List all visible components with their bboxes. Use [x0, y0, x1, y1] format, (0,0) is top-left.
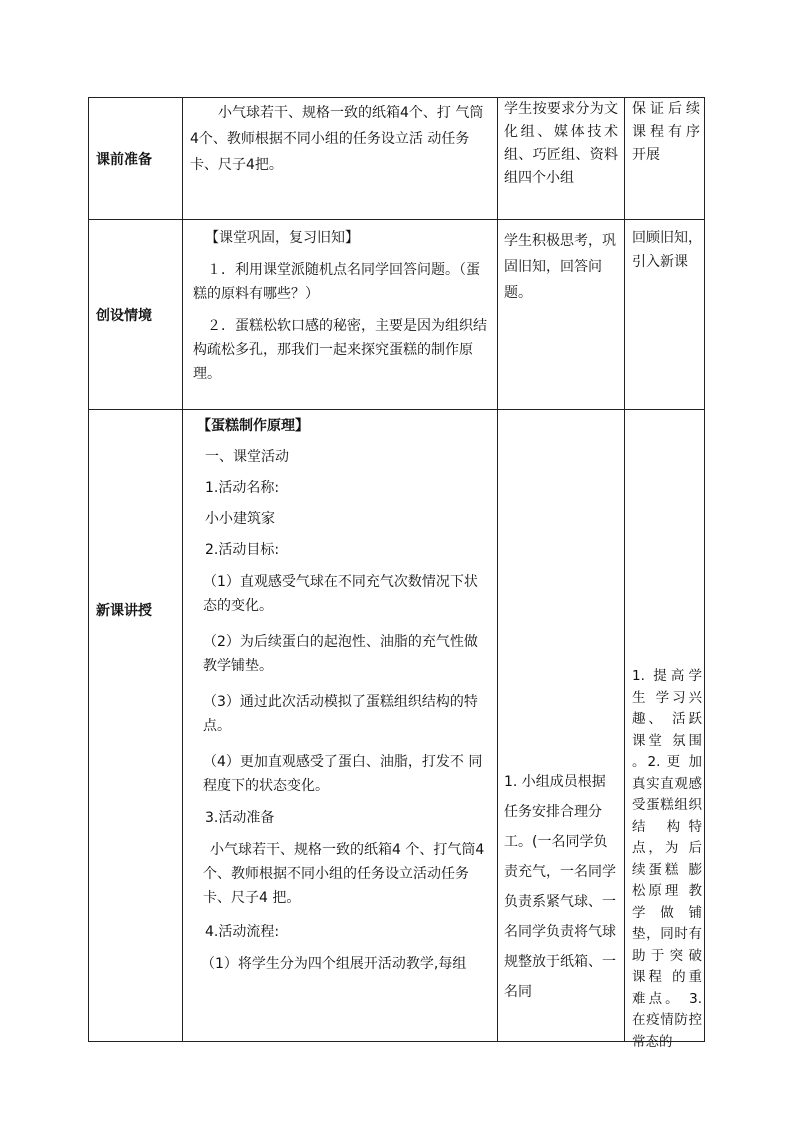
scenario-student-activity: 学生积极思考，巩固旧知，回答问题。 [504, 233, 616, 301]
scenario-content [193, 226, 491, 386]
scenario-item-1: １．利用课堂派随机点名同学回答问题。（蛋糕的原料有哪些？） [193, 262, 480, 302]
activity-preparation-label: 3.活动准备 [205, 810, 275, 826]
new-lesson-design-intent: 1. 提高学生 学习兴趣、 活跃课堂 氛围 。2. 更 加真实直观感受蛋糕组织结 构特点，为 后续蛋糕 膨松原理 教学做铺 垫，同时有 助于突破 课程 的重 难点。 3. 在疫情防控常态的 [632, 668, 702, 1050]
new-lesson-heading: 【蛋糕制作原理】 [197, 418, 309, 434]
activity-flow-step-1: （1）将学生分为四个组展开活动教学,每组 [201, 956, 467, 972]
activity-goal-4: （4）更加直观感受了蛋白、油脂，打发不 同程度下的状态变化。 [203, 754, 483, 794]
activity-goal-3: （3）通过此次活动模拟了蛋糕组织结构的特点。 [203, 694, 478, 734]
scenario-heading: 【课堂巩固，复习旧知】 [205, 230, 359, 246]
activity-goal-2: （2）为后续蛋白的起泡性、油脂的充气性做教学铺垫。 [203, 634, 478, 674]
activity-goals-label: 2.活动目标: [205, 542, 280, 558]
scenario-design-intent: 回顾旧知，引入新课 [632, 230, 702, 270]
row-label-preparation: 课前准备 [96, 151, 152, 168]
new-lesson-student-activity: 1. 小组成员根据任务安排合理分工。(一名同学负 责充气，一名同学负责系紧气球、一名同学负责将气球规整放于纸箱、一名同 [504, 774, 616, 1000]
preparation-text: 小气球若干、规格一致的纸箱4个、打 气筒4个、教师根据不同小组的任务设立活 动任务卡、尺子4把。 [190, 105, 484, 173]
activity-goal-1: （1）直观感受气球在不同充气次数情况下状态的变化。 [203, 574, 478, 614]
preparation-content [190, 100, 490, 178]
activity-name-value: 小小建筑家 [205, 511, 275, 527]
row-divider [88, 409, 705, 410]
column-divider [497, 97, 498, 1042]
activity-name-label: 1.活动名称: [205, 480, 280, 496]
activity-preparation-text: 小气球若干、规格一致的纸箱4 个、打气筒4 个、教师根据不同小组的任务设立活动任务卡、尺子4 把。 [203, 842, 485, 906]
scenario-item-2: ２．蛋糕松软口感的秘密，主要是因为组织结构疏松多孔，那我们一起来探究蛋糕的制作原理。 [193, 318, 487, 382]
row-label-new-lesson: 新课讲授 [96, 603, 152, 619]
preparation-design-intent: 保证后续课程有序开展 [632, 101, 700, 163]
activity-section-title: 一、课堂活动 [205, 449, 289, 465]
preparation-student-activity: 学生按要求分为文化组、媒体技术组、巧匠组、资料组四个小组 [504, 101, 618, 186]
column-divider [624, 97, 625, 1042]
row-label-scenario: 创设情境 [96, 307, 152, 324]
activity-flow-label: 4.活动流程: [205, 924, 280, 940]
column-divider [182, 97, 183, 1042]
new-lesson-content [193, 414, 491, 1040]
